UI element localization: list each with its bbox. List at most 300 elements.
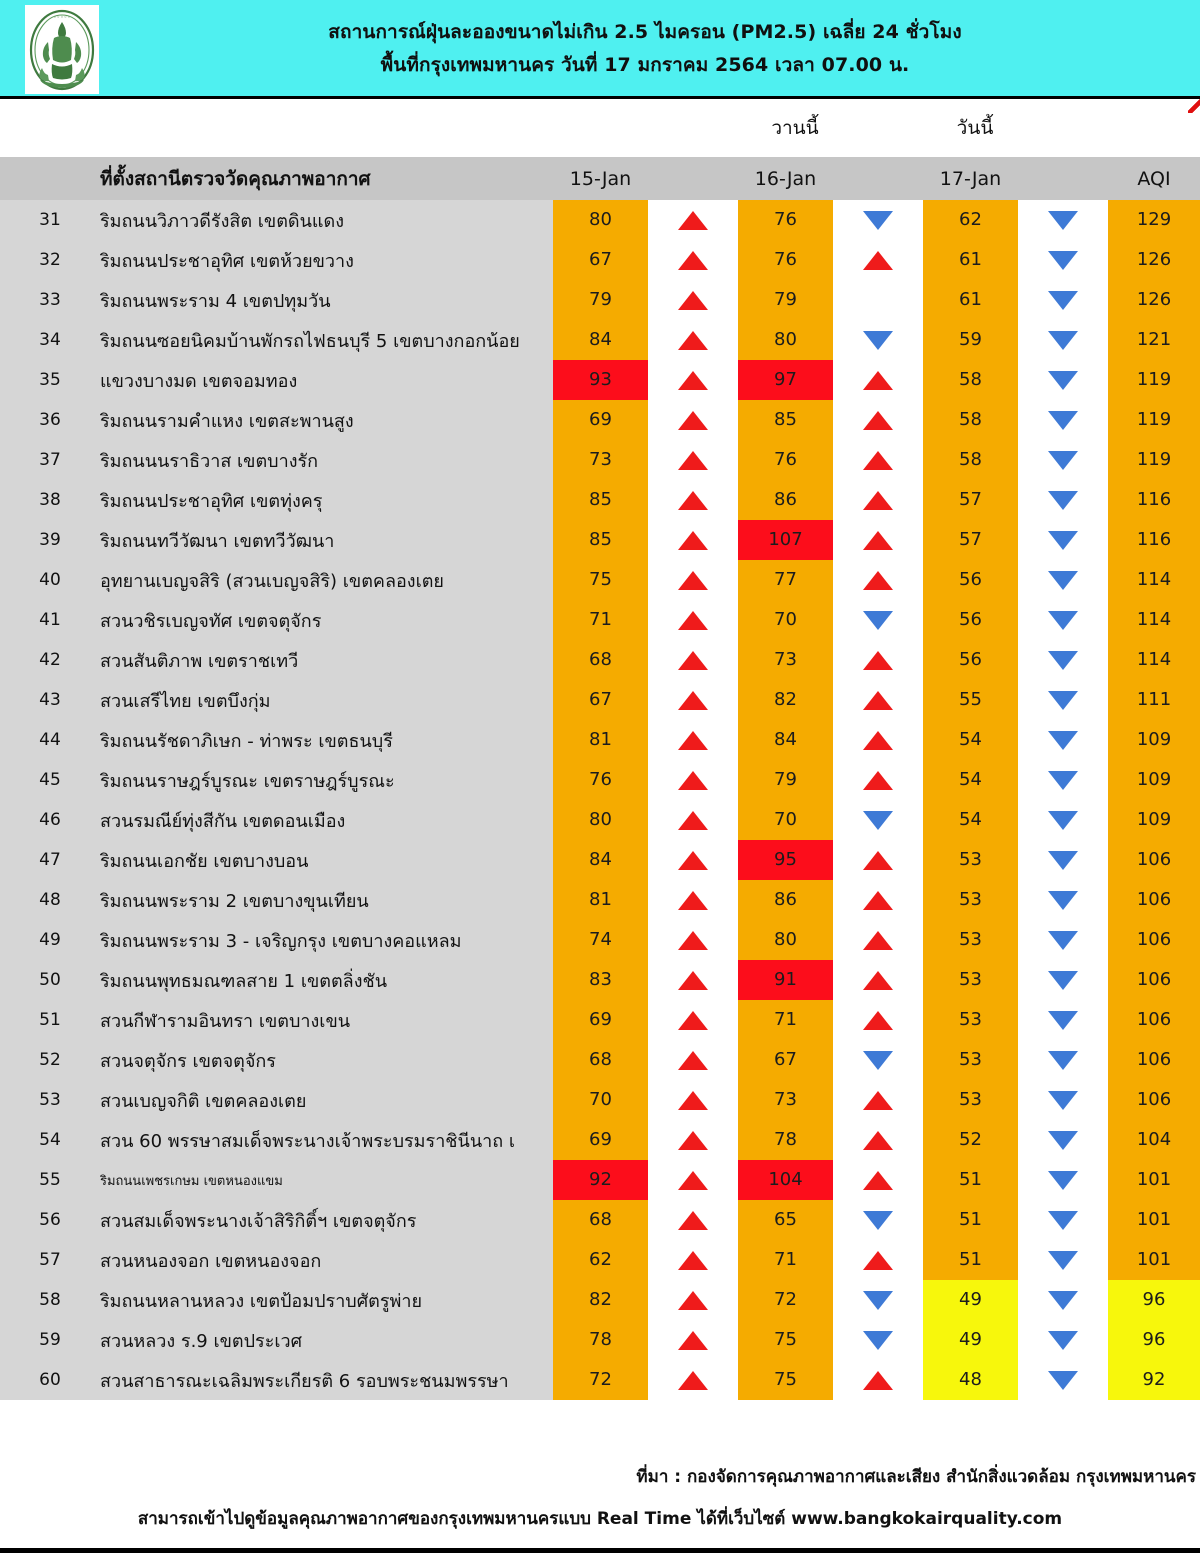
trend-16to17 [833,400,923,440]
table-row [0,840,1200,880]
value-16jan: 75 [738,1320,833,1360]
trend-today [1018,280,1108,320]
arrow-down-icon [1048,491,1078,510]
table-row [0,880,1200,920]
value-17jan: 56 [923,600,1018,640]
trend-16to17 [833,1080,923,1120]
trend-today [1018,920,1108,960]
value-aqi: 126 [1108,240,1200,280]
arrow-up-icon [678,971,708,990]
value-16jan: 73 [738,640,833,680]
arrow-down-icon [1048,731,1078,750]
station-name: ริมถนนราษฎร์บูรณะ เขตราษฎร์บูรณะ [100,760,553,800]
header-number [0,157,100,200]
arrow-down-icon [1048,1091,1078,1110]
value-17jan: 54 [923,800,1018,840]
table-row [0,520,1200,560]
trend-15to16 [648,1160,738,1200]
value-17jan: 57 [923,520,1018,560]
trend-today [1018,520,1108,560]
table-row [0,1120,1200,1160]
station-name: ริมถนนหลานหลวง เขตป้อมปราบศัตรูพ่าย [100,1280,553,1320]
table-row [0,320,1200,360]
value-aqi: 114 [1108,600,1200,640]
value-aqi: 106 [1108,1040,1200,1080]
trend-today [1018,1200,1108,1240]
value-16jan: 86 [738,480,833,520]
value-16jan: 78 [738,1120,833,1160]
arrow-down-icon [863,1051,893,1070]
station-name: สวนเสรีไทย เขตบึงกุ่ม [100,680,553,720]
arrow-up-icon [678,1091,708,1110]
table-header-row [0,157,1200,200]
table-row [0,1200,1200,1240]
trend-today [1018,1280,1108,1320]
row-number: 44 [0,720,100,760]
footer-website-text: สามารถเข้าไปดูข้อมูลคุณภาพอากาศของกรุงเทพมหานครแบบ Real Time ได้ที่เว็บไซต์ www.bangkokairquality.com [137,1509,1063,1529]
value-16jan: 76 [738,240,833,280]
arrow-down-icon [1048,411,1078,430]
trend-15to16 [648,680,738,720]
header-trend-1 [648,157,738,200]
arrow-up-icon [678,1251,708,1270]
value-16jan: 84 [738,720,833,760]
trend-15to16 [648,760,738,800]
table-row [0,440,1200,480]
station-name: แขวงบางมด เขตจอมทอง [100,360,553,400]
arrow-up-icon [678,811,708,830]
value-15jan: 81 [553,720,648,760]
trend-16to17 [833,640,923,680]
value-aqi: 106 [1108,1080,1200,1120]
arrow-up-icon [678,451,708,470]
row-number: 49 [0,920,100,960]
trend-15to16 [648,1000,738,1040]
row-number: 38 [0,480,100,520]
arrow-down-icon [1048,1291,1078,1310]
value-17jan: 62 [923,200,1018,240]
value-aqi: 106 [1108,880,1200,920]
trend-16to17 [833,960,923,1000]
arrow-up-icon [678,1211,708,1230]
row-number: 32 [0,240,100,280]
header-date-15jan: 15-Jan [553,157,648,200]
arrow-up-icon [863,1371,893,1390]
bangkok-metropolitan-administration-seal-icon [25,5,99,94]
station-name: สวนจตุจักร เขตจตุจักร [100,1040,553,1080]
value-aqi: 101 [1108,1240,1200,1280]
arrow-up-icon [863,931,893,950]
value-15jan: 80 [553,800,648,840]
trend-15to16 [648,600,738,640]
arrow-up-icon [863,491,893,510]
value-aqi: 109 [1108,720,1200,760]
arrow-up-icon [678,1171,708,1190]
value-16jan: 82 [738,680,833,720]
value-15jan: 69 [553,400,648,440]
trend-today [1018,240,1108,280]
arrow-up-icon [678,691,708,710]
row-number: 48 [0,880,100,920]
value-15jan: 67 [553,680,648,720]
arrow-up-icon [863,251,893,270]
svg-text:◦◦◦◦◦: ◦◦◦◦◦ [53,13,71,21]
value-17jan: 53 [923,1080,1018,1120]
arrow-down-icon [1048,851,1078,870]
trend-16to17 [833,200,923,240]
value-17jan: 54 [923,760,1018,800]
header-date-16jan: 16-Jan [738,157,833,200]
value-15jan: 62 [553,1240,648,1280]
row-number: 58 [0,1280,100,1320]
value-17jan: 52 [923,1120,1018,1160]
trend-16to17 [833,920,923,960]
arrow-up-icon [863,1011,893,1030]
pm25-station-table [0,157,1200,1400]
trend-today [1018,480,1108,520]
value-aqi: 92 [1108,1360,1200,1400]
table-row [0,1320,1200,1360]
trend-today [1018,1080,1108,1120]
arrow-up-icon [863,451,893,470]
value-15jan: 69 [553,1120,648,1160]
value-aqi: 116 [1108,480,1200,520]
trend-16to17 [833,760,923,800]
arrow-up-icon [678,571,708,590]
value-aqi: 106 [1108,920,1200,960]
trend-15to16 [648,920,738,960]
row-number: 57 [0,1240,100,1280]
arrow-up-icon [863,1091,893,1110]
value-16jan: 71 [738,1240,833,1280]
trend-15to16 [648,320,738,360]
trend-16to17 [833,880,923,920]
value-16jan: 72 [738,1280,833,1320]
arrow-up-icon [678,651,708,670]
value-17jan: 51 [923,1200,1018,1240]
station-name: ริมถนนเอกชัย เขตบางบอน [100,840,553,880]
table-row [0,760,1200,800]
trend-today [1018,400,1108,440]
trend-16to17 [833,360,923,400]
header-trend-2 [833,157,923,200]
value-aqi: 96 [1108,1280,1200,1320]
arrow-down-icon [1048,211,1078,230]
arrow-up-icon [863,571,893,590]
header-date-17jan: 17-Jan [923,157,1018,200]
arrow-down-icon [1048,571,1078,590]
arrow-down-icon [863,331,893,350]
trend-16to17 [833,800,923,840]
row-number: 59 [0,1320,100,1360]
value-17jan: 55 [923,680,1018,720]
arrow-up-icon [863,851,893,870]
value-aqi: 106 [1108,840,1200,880]
value-aqi: 121 [1108,320,1200,360]
corner-marker-icon [1188,99,1200,113]
arrow-up-icon [863,651,893,670]
value-15jan: 72 [553,1360,648,1400]
row-number: 41 [0,600,100,640]
row-number: 56 [0,1200,100,1240]
value-17jan: 58 [923,360,1018,400]
trend-16to17 [833,1200,923,1240]
value-15jan: 67 [553,240,648,280]
arrow-up-icon [863,531,893,550]
trend-15to16 [648,1200,738,1240]
value-aqi: 101 [1108,1160,1200,1200]
trend-today [1018,600,1108,640]
arrow-up-icon [678,851,708,870]
value-16jan: 67 [738,1040,833,1080]
trend-today [1018,760,1108,800]
value-16jan: 70 [738,600,833,640]
trend-today [1018,560,1108,600]
table-row [0,480,1200,520]
row-number: 43 [0,680,100,720]
arrow-up-icon [678,1371,708,1390]
table-row [0,1360,1200,1400]
trend-today [1018,880,1108,920]
row-number: 42 [0,640,100,680]
value-aqi: 111 [1108,680,1200,720]
table-row [0,1000,1200,1040]
value-16jan: 107 [738,520,833,560]
trend-16to17 [833,280,923,320]
footer-divider [0,1548,1200,1553]
station-name: ริมถนนพระราม 2 เขตบางขุนเทียน [100,880,553,920]
trend-today [1018,960,1108,1000]
value-aqi: 114 [1108,640,1200,680]
station-name: ริมถนนรามคำแหง เขตสะพานสูง [100,400,553,440]
value-15jan: 93 [553,360,648,400]
page-footer [0,1460,1200,1553]
arrow-up-icon [678,251,708,270]
arrow-up-icon [863,771,893,790]
trend-16to17 [833,720,923,760]
trend-16to17 [833,1240,923,1280]
table-row [0,1280,1200,1320]
table-row [0,1080,1200,1120]
value-16jan: 76 [738,200,833,240]
arrow-up-icon [863,691,893,710]
trend-16to17 [833,1000,923,1040]
value-15jan: 68 [553,1200,648,1240]
arrow-down-icon [1048,611,1078,630]
trend-today [1018,360,1108,400]
row-number: 50 [0,960,100,1000]
trend-15to16 [648,1120,738,1160]
station-name: ริมถนนประชาอุทิศ เขตทุ่งครุ [100,480,553,520]
arrow-down-icon [1048,451,1078,470]
arrow-down-icon [1048,1211,1078,1230]
arrow-up-icon [678,371,708,390]
value-aqi: 109 [1108,800,1200,840]
station-name: สวนหนองจอก เขตหนองจอก [100,1240,553,1280]
row-number: 40 [0,560,100,600]
value-15jan: 76 [553,760,648,800]
value-15jan: 73 [553,440,648,480]
trend-15to16 [648,720,738,760]
arrow-up-icon [863,371,893,390]
arrow-up-icon [678,931,708,950]
arrow-down-icon [1048,371,1078,390]
row-number: 45 [0,760,100,800]
trend-16to17 [833,1320,923,1360]
value-15jan: 92 [553,1160,648,1200]
value-16jan: 73 [738,1080,833,1120]
trend-16to17 [833,520,923,560]
trend-16to17 [833,1160,923,1200]
page-title-line2: พื้นที่กรุงเทพมหานคร วันที่ 17 มกราคม 2564 เวลา 07.00 น. [380,54,910,76]
value-17jan: 48 [923,1360,1018,1400]
station-name: ริมถนนวิภาวดีรังสิต เขตดินแดง [100,200,553,240]
trend-16to17 [833,680,923,720]
station-name: สวนหลวง ร.9 เขตประเวศ [100,1320,553,1360]
station-name: สวนสาธารณะเฉลิมพระเกียรติ 6 รอบพระชนมพรรษา [100,1360,553,1400]
station-name: สวนสมเด็จพระนางเจ้าสิริกิติ์ฯ เขตจตุจักร [100,1200,553,1240]
arrow-down-icon [863,611,893,630]
station-name: ริมถนนพระราม 3 - เจริญกรุง เขตบางคอแหลม [100,920,553,960]
value-16jan: 80 [738,920,833,960]
station-name: ริมถนนประชาอุทิศ เขตห้วยขวาง [100,240,553,280]
value-17jan: 58 [923,400,1018,440]
arrow-up-icon [678,1011,708,1030]
trend-today [1018,1000,1108,1040]
trend-15to16 [648,280,738,320]
trend-16to17 [833,1040,923,1080]
trend-15to16 [648,880,738,920]
trend-16to17 [833,240,923,280]
trend-15to16 [648,1240,738,1280]
station-name: สวน 60 พรรษาสมเด็จพระนางเจ้าพระบรมราชินีนาถ เ [100,1120,553,1160]
arrow-up-icon [678,891,708,910]
arrow-up-icon [678,1331,708,1350]
table-row [0,280,1200,320]
label-today: วันนี้ [956,117,994,139]
arrow-up-icon [678,1051,708,1070]
station-name: ริมถนนนราธิวาส เขตบางรัก [100,440,553,480]
station-name: ริมถนนรัชดาภิเษก - ท่าพระ เขตธนบุรี [100,720,553,760]
value-16jan: 80 [738,320,833,360]
arrow-down-icon [1048,1171,1078,1190]
trend-today [1018,1040,1108,1080]
value-aqi: 119 [1108,360,1200,400]
value-16jan: 97 [738,360,833,400]
value-16jan: 71 [738,1000,833,1040]
arrow-down-icon [863,211,893,230]
value-15jan: 82 [553,1280,648,1320]
table-row [0,1240,1200,1280]
trend-16to17 [833,320,923,360]
trend-16to17 [833,1360,923,1400]
header-station-name: ที่ตั้งสถานีตรวจวัดคุณภาพอากาศ [100,157,553,200]
value-aqi: 109 [1108,760,1200,800]
table-row [0,920,1200,960]
arrow-down-icon [1048,691,1078,710]
value-17jan: 53 [923,1040,1018,1080]
table-row [0,1160,1200,1200]
trend-today [1018,200,1108,240]
header-trend-3 [1018,157,1108,200]
arrow-up-icon [678,531,708,550]
value-17jan: 57 [923,480,1018,520]
arrow-up-icon [863,891,893,910]
station-name: ริมถนนทวีวัฒนา เขตทวีวัฒนา [100,520,553,560]
trend-15to16 [648,360,738,400]
value-16jan: 77 [738,560,833,600]
arrow-up-icon [678,411,708,430]
trend-15to16 [648,1360,738,1400]
value-15jan: 69 [553,1000,648,1040]
row-number: 51 [0,1000,100,1040]
value-17jan: 53 [923,920,1018,960]
trend-today [1018,440,1108,480]
arrow-down-icon [863,1291,893,1310]
table-row [0,200,1200,240]
value-15jan: 80 [553,200,648,240]
value-15jan: 74 [553,920,648,960]
header-aqi: AQI [1108,157,1200,200]
station-name: สวนวชิรเบญจทัศ เขตจตุจักร [100,600,553,640]
value-15jan: 70 [553,1080,648,1120]
value-17jan: 61 [923,240,1018,280]
value-aqi: 101 [1108,1200,1200,1240]
table-row [0,800,1200,840]
trend-16to17 [833,1120,923,1160]
row-number: 55 [0,1160,100,1200]
arrow-up-icon [678,491,708,510]
row-number: 54 [0,1120,100,1160]
trend-today [1018,1120,1108,1160]
trend-15to16 [648,200,738,240]
arrow-down-icon [1048,1331,1078,1350]
value-aqi: 114 [1108,560,1200,600]
row-number: 33 [0,280,100,320]
trend-16to17 [833,480,923,520]
value-16jan: 75 [738,1360,833,1400]
value-15jan: 75 [553,560,648,600]
value-17jan: 56 [923,640,1018,680]
value-17jan: 53 [923,880,1018,920]
value-15jan: 84 [553,320,648,360]
footer-source-text: ที่มา : กองจัดการคุณภาพอากาศและเสียง สำนักสิ่งแวดล้อม กรุงเทพมหานคร [636,1467,1196,1487]
row-number: 46 [0,800,100,840]
row-number: 52 [0,1040,100,1080]
value-15jan: 83 [553,960,648,1000]
station-name: ริมถนนพระราม 4 เขตปทุมวัน [100,280,553,320]
arrow-up-icon [678,771,708,790]
arrow-down-icon [1048,1011,1078,1030]
value-17jan: 54 [923,720,1018,760]
trend-today [1018,1160,1108,1200]
arrow-down-icon [863,811,893,830]
value-15jan: 68 [553,640,648,680]
table-row [0,720,1200,760]
trend-16to17 [833,600,923,640]
arrow-up-icon [863,1171,893,1190]
value-15jan: 85 [553,480,648,520]
table-row [0,1040,1200,1080]
value-16jan: 104 [738,1160,833,1200]
table-row [0,560,1200,600]
value-17jan: 56 [923,560,1018,600]
table-row [0,400,1200,440]
trend-15to16 [648,480,738,520]
arrow-up-icon [678,1291,708,1310]
value-16jan: 91 [738,960,833,1000]
value-17jan: 59 [923,320,1018,360]
